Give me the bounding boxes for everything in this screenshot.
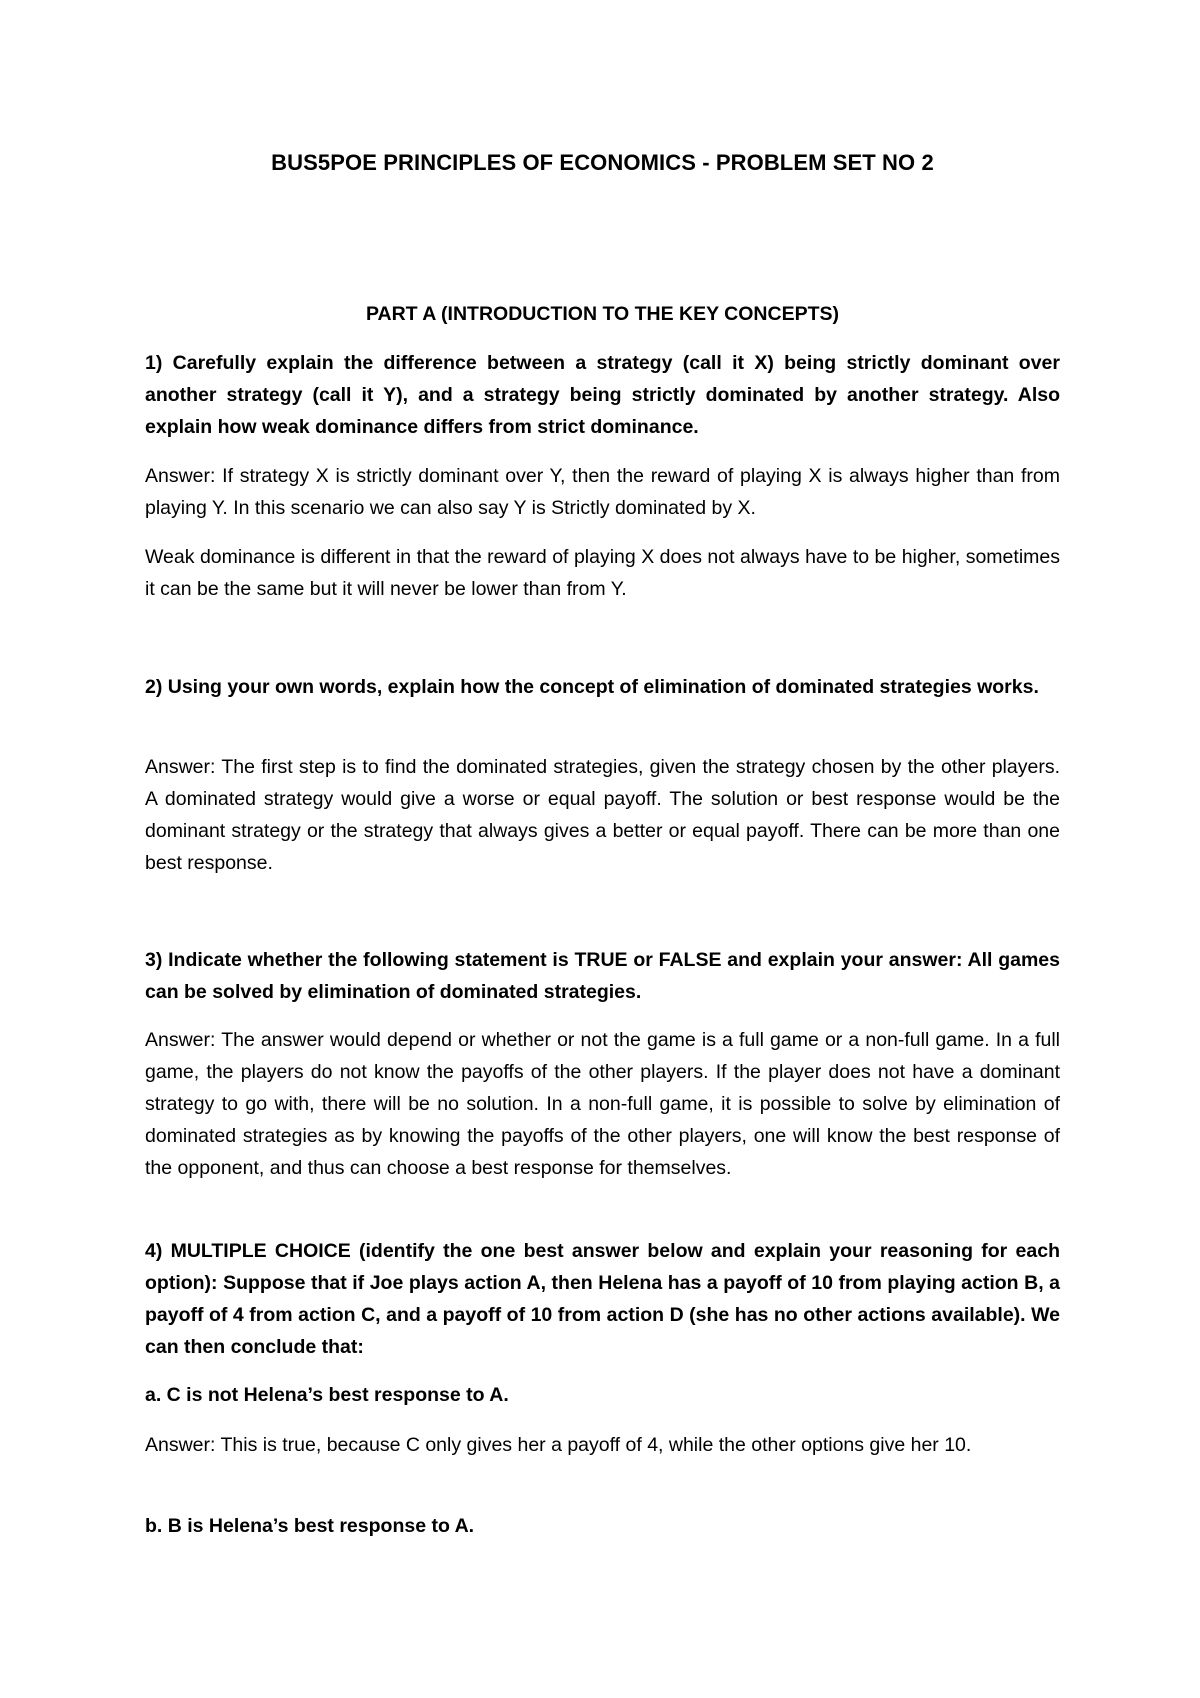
answer-4-option-a: Answer: This is true, because C only gives her a payoff of 4, while the other options give her 10. — [145, 1434, 972, 1456]
question-3: 3) Indicate whether the following statement is TRUE or FALSE and explain your answer: All games can be solved by elimination of dominated strategies. — [145, 949, 1060, 1003]
answer-1-paragraph-1: Answer: If strategy X is strictly dominant over Y, then the reward of playing X is always higher than from playing Y. In this scenario we can also say Y is Strictly dominated by X. — [145, 465, 1060, 519]
answer-3: Answer: The answer would depend or whether or not the game is a full game or a non-full game. In a full game, the players do not know the payoffs of the other players. If the player does not have a dominant strategy to go with, there will be no solution. In a non-full game, it is possible to solve by elimination of dominated strategies as by knowing the payoffs of the other players, one will know the best response of the opponent, and thus can choose a best response for themselves. — [145, 1029, 1060, 1179]
question-4-option-a: a. C is not Helena’s best response to A. — [145, 1384, 509, 1406]
question-2: 2) Using your own words, explain how the concept of elimination of dominated strategies works. — [145, 676, 1039, 698]
document-page — [145, 0, 1060, 1698]
answer-1-paragraph-2: Weak dominance is different in that the reward of playing X does not always have to be higher, sometimes it can be the same but it will never be lower than from Y. — [145, 546, 1060, 600]
document-title: BUS5POE PRINCIPLES OF ECONOMICS - PROBLEM SET NO 2 — [271, 150, 934, 175]
question-1: 1) Carefully explain the difference between a strategy (call it X) being strictly dominant over another strategy (call it Y), and a strategy being strictly dominated by another strategy. Also explain how weak dominance differs from strict dominance. — [145, 352, 1060, 438]
question-4: 4) MULTIPLE CHOICE (identify the one best answer below and explain your reasoning for each option): Suppose that if Joe plays action A, then Helena has a payoff of 10 from playing action B, a payoff of 4 from action C, and a payoff of 10 from action D (she has no other actions available). We can then conclude that: — [145, 1240, 1060, 1358]
answer-2: Answer: The first step is to find the dominated strategies, given the strategy chosen by the other players. A dominated strategy would give a worse or equal payoff. The solution or best response would be the dominant strategy or the strategy that always gives a better or equal payoff. There can be more than one best response. — [145, 756, 1060, 874]
part-a-heading: PART A (INTRODUCTION TO THE KEY CONCEPTS) — [365, 303, 840, 325]
question-4-option-b: b. B is Helena’s best response to A. — [145, 1515, 475, 1537]
